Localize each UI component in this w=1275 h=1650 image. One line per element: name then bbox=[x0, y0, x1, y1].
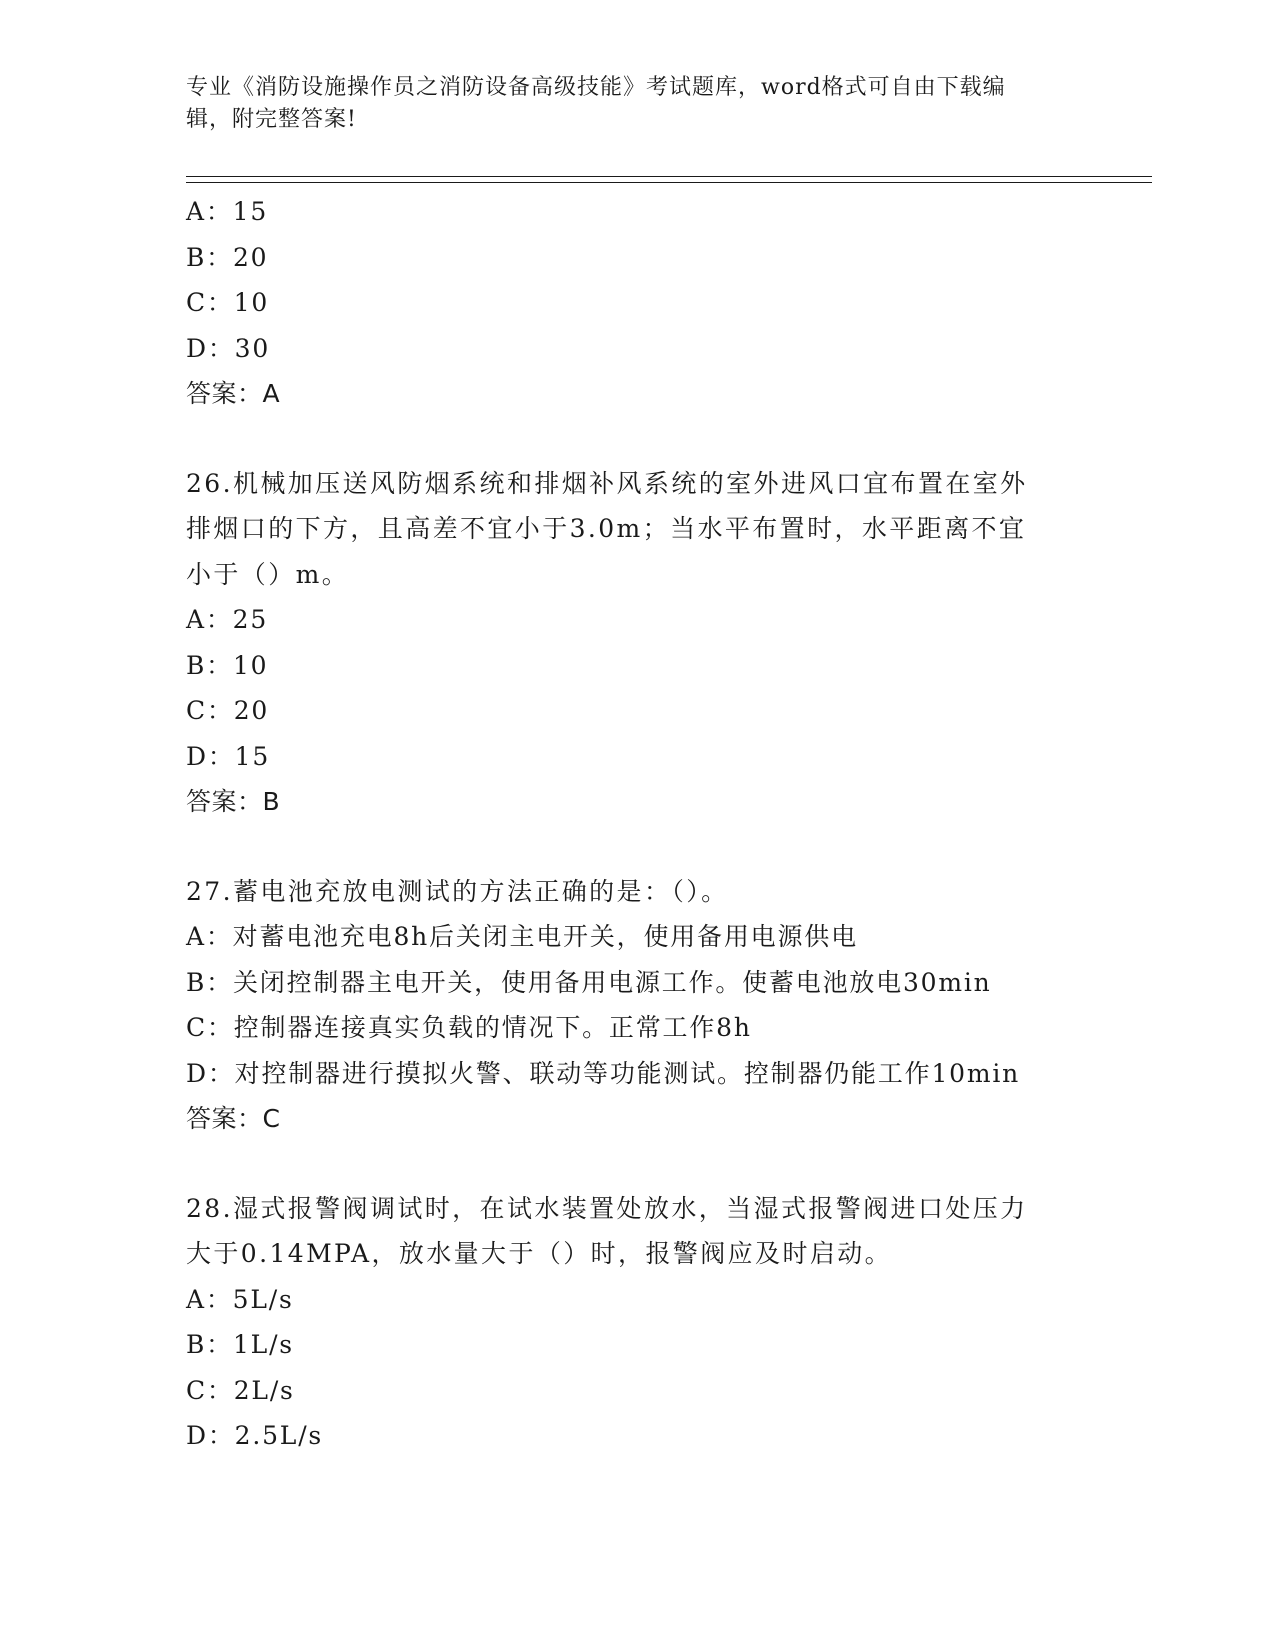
question-28 bbox=[186, 1186, 1086, 1459]
question-content bbox=[186, 189, 1086, 1459]
option-b: B：1L/s bbox=[186, 1330, 294, 1359]
question-stem-line: 排烟口的下方，且高差不宜小于3.0m；当水平布置时，水平距离不宜 bbox=[186, 514, 1027, 543]
option-a: A：15 bbox=[186, 197, 269, 226]
spacer bbox=[186, 825, 1086, 869]
option-c: C：控制器连接真实负载的情况下。正常工作8h bbox=[186, 1013, 752, 1042]
option-a: A：25 bbox=[186, 605, 269, 634]
option-b: B：10 bbox=[186, 650, 269, 680]
question-stem-line: 28.湿式报警阀调试时，在试水装置处放水，当湿式报警阀进口处压力 bbox=[186, 1193, 1028, 1223]
question-27 bbox=[186, 869, 1086, 1142]
question-stem-line: 大于0.14MPA，放水量大于（）时，报警阀应及时启动。 bbox=[186, 1239, 893, 1268]
question-26 bbox=[186, 461, 1086, 825]
option-b: B：关闭控制器主电开关，使用备用电源工作。使蓄电池放电30min bbox=[186, 967, 992, 997]
header-divider-top bbox=[186, 176, 1152, 177]
question-25-tail bbox=[186, 189, 1086, 417]
header-line-2: 辑，附完整答案! bbox=[186, 107, 357, 132]
option-d: D：30 bbox=[186, 333, 271, 363]
option-c: C：10 bbox=[186, 288, 270, 317]
option-a: A：5L/s bbox=[186, 1284, 294, 1314]
answer: 答案：C bbox=[186, 1104, 281, 1133]
spacer bbox=[186, 417, 1086, 461]
option-d: D：对控制器进行摸拟火警、联动等功能测试。控制器仍能工作10min bbox=[186, 1058, 1021, 1088]
answer: 答案：B bbox=[186, 787, 281, 816]
option-a: A：对蓄电池充电8h后关闭主电开关，使用备用电源供电 bbox=[186, 922, 858, 951]
header-divider-bottom bbox=[186, 182, 1152, 183]
answer: 答案：A bbox=[186, 379, 281, 408]
question-stem-line: 27.蓄电池充放电测试的方法正确的是：（）。 bbox=[186, 876, 729, 906]
option-d: D：15 bbox=[186, 741, 271, 771]
question-stem-line: 小于（）m。 bbox=[186, 559, 350, 589]
question-stem-line: 26.机械加压送风防烟系统和排烟补风系统的室外进风口宜布置在室外 bbox=[186, 468, 1028, 498]
option-b: B：20 bbox=[186, 242, 269, 272]
option-c: C：2L/s bbox=[186, 1375, 295, 1405]
option-d: D：2.5L/s bbox=[186, 1421, 324, 1450]
page-header bbox=[186, 72, 1066, 136]
option-c: C：20 bbox=[186, 696, 270, 725]
spacer bbox=[186, 1142, 1086, 1186]
header-line-1: 专业《消防设施操作员之消防设备高级技能》考试题库，word格式可自由下载编 bbox=[186, 75, 1006, 100]
